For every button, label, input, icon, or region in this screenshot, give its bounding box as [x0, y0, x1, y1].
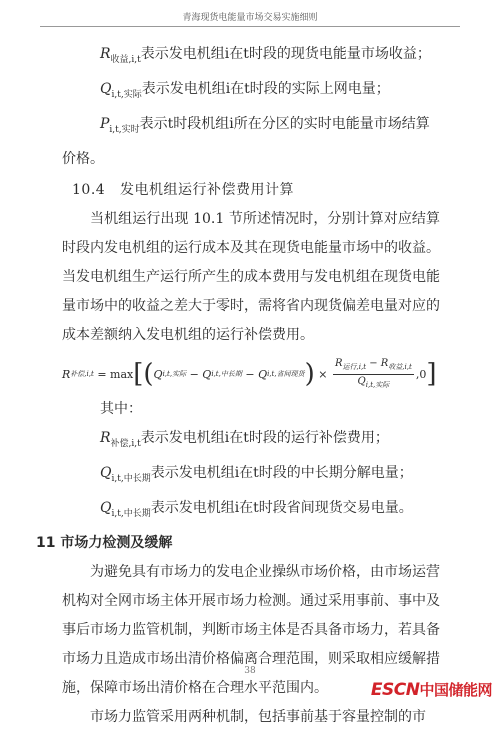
- formula-max: = max: [97, 367, 134, 381]
- formula-term: Q: [153, 367, 163, 381]
- page-header: 青海现货电能量市场交易实施细则: [182, 13, 318, 23]
- formula-term: Q: [258, 367, 268, 381]
- formula-sub: i,t,实际: [365, 380, 390, 389]
- formula-term: Q: [202, 367, 212, 381]
- paren-close: ): [304, 359, 315, 389]
- symbol: Q: [100, 81, 112, 97]
- definition-compensation: [100, 424, 440, 459]
- definition-text: 表示发电机组i在t时段的运行补偿费用；: [140, 430, 389, 446]
- formula-sub: 收益,i,t: [388, 362, 412, 371]
- subscript: 补偿,i,t: [110, 439, 141, 449]
- bracket-open: [: [133, 359, 144, 389]
- chapter-title: 市场力检测及缓解: [60, 535, 173, 551]
- section-heading: [72, 176, 440, 205]
- paragraph-supervision: 市场力监管采用两种机制，包括事前基于容量控制的市: [90, 709, 426, 725]
- chapter-number: 11: [36, 535, 56, 551]
- definition-continuation: 价格。: [62, 151, 104, 167]
- fraction-numerator: $R_{运行,i,t} - R_{收益,i,t}$: [333, 357, 414, 375]
- formula-sub: 运行,i,t: [342, 362, 367, 371]
- bracket-close: ]: [426, 359, 437, 389]
- formula-sub: i,t,实际: [162, 369, 187, 378]
- definition-mid-long-term: [100, 459, 440, 494]
- formula-tail: ,0: [415, 367, 427, 381]
- definition-actual-energy: [100, 75, 440, 110]
- formula-term: R: [380, 357, 389, 369]
- header-divider: [40, 26, 460, 27]
- subscript: 收益,i,t: [110, 55, 141, 65]
- symbol: R: [100, 430, 111, 446]
- symbol: Q: [100, 465, 112, 481]
- paren-open: (: [143, 359, 154, 389]
- formula-sub: i,t,省间现货: [267, 369, 305, 378]
- watermark-chinese: 中国储能网: [419, 681, 492, 699]
- formula-term: Q: [357, 375, 366, 387]
- formula-lhs-sub: 补偿,i,t: [70, 369, 94, 378]
- formula-lhs: R: [62, 367, 71, 381]
- where-label: 其中：: [100, 401, 142, 417]
- definition-realtime-price: [100, 110, 440, 145]
- document-body: [36, 40, 440, 732]
- definition-revenue: [100, 40, 440, 75]
- definition-text: 表示发电机组i在t时段的中长期分解电量；: [150, 465, 413, 481]
- definition-text: 表示发电机组i在t时段的实际上网电量；: [141, 81, 390, 97]
- paragraph-market-power: 为避免具有市场力的发电企业操纵市场价格，由市场运营机构对全网市场主体开展市场力检测。通过采用事前、事中及事后市场力监管机制，判断市场主体是否具备市场力，若具备市场力且造成市场出清价格偏离合理范围，则采取相应缓解措施，保障市场出清价格在合理水平范围内。: [62, 564, 440, 696]
- definition-text: 表示发电机组i在t时段的现货电能量市场收益；: [140, 46, 431, 62]
- symbol: Q: [100, 500, 112, 516]
- symbol: R: [100, 46, 111, 62]
- watermark-latin: ESCN: [370, 680, 420, 700]
- formula-fraction: [333, 357, 414, 392]
- section-title: 发电机组运行补偿费用计算: [120, 182, 295, 198]
- definition-text: 表示t时段机组i所在分区的实时电能量市场结算: [139, 116, 430, 132]
- subscript: i,t,实时: [109, 125, 140, 135]
- paragraph-compensation: 当机组运行出现 10.1 节所述情况时，分别计算对应结算时段内发电机组的运行成本及其在现货电能量市场中的收益。当发电机组生产运行所产生的成本费用与发电机组在现货电能量市场中的收益之差大于零时，需将省内现货偏差电量对应的成本差额纳入发电机组的运行补偿费用。: [62, 211, 440, 343]
- subscript: i,t,中长期: [111, 474, 151, 484]
- subscript: i,t,中长期: [111, 509, 151, 519]
- subscript: i,t,实际: [111, 90, 142, 100]
- definition-text: 表示发电机组i在t时段省间现货交易电量。: [150, 500, 413, 516]
- compensation-formula: R 补偿,i,t = max [ ( Q i,t,实际 − Q i,t,中长期 − Q i,t,省间现货 ) × $\frac{R_{运行,i,t} - R_{收益,i,t}}{Q_{i,t,实际}}$ ,0 ]: [62, 353, 440, 395]
- symbol: P: [100, 116, 110, 132]
- section-number: 10.4: [72, 182, 106, 198]
- formula-term: R: [334, 357, 343, 369]
- formula-sub: i,t,中长期: [211, 369, 242, 378]
- definition-interprovincial: [100, 494, 440, 529]
- page-number: 38: [244, 666, 256, 676]
- escn-watermark-logo: [371, 679, 492, 700]
- fraction-denominator: [356, 375, 392, 392]
- chapter-heading: [36, 529, 440, 558]
